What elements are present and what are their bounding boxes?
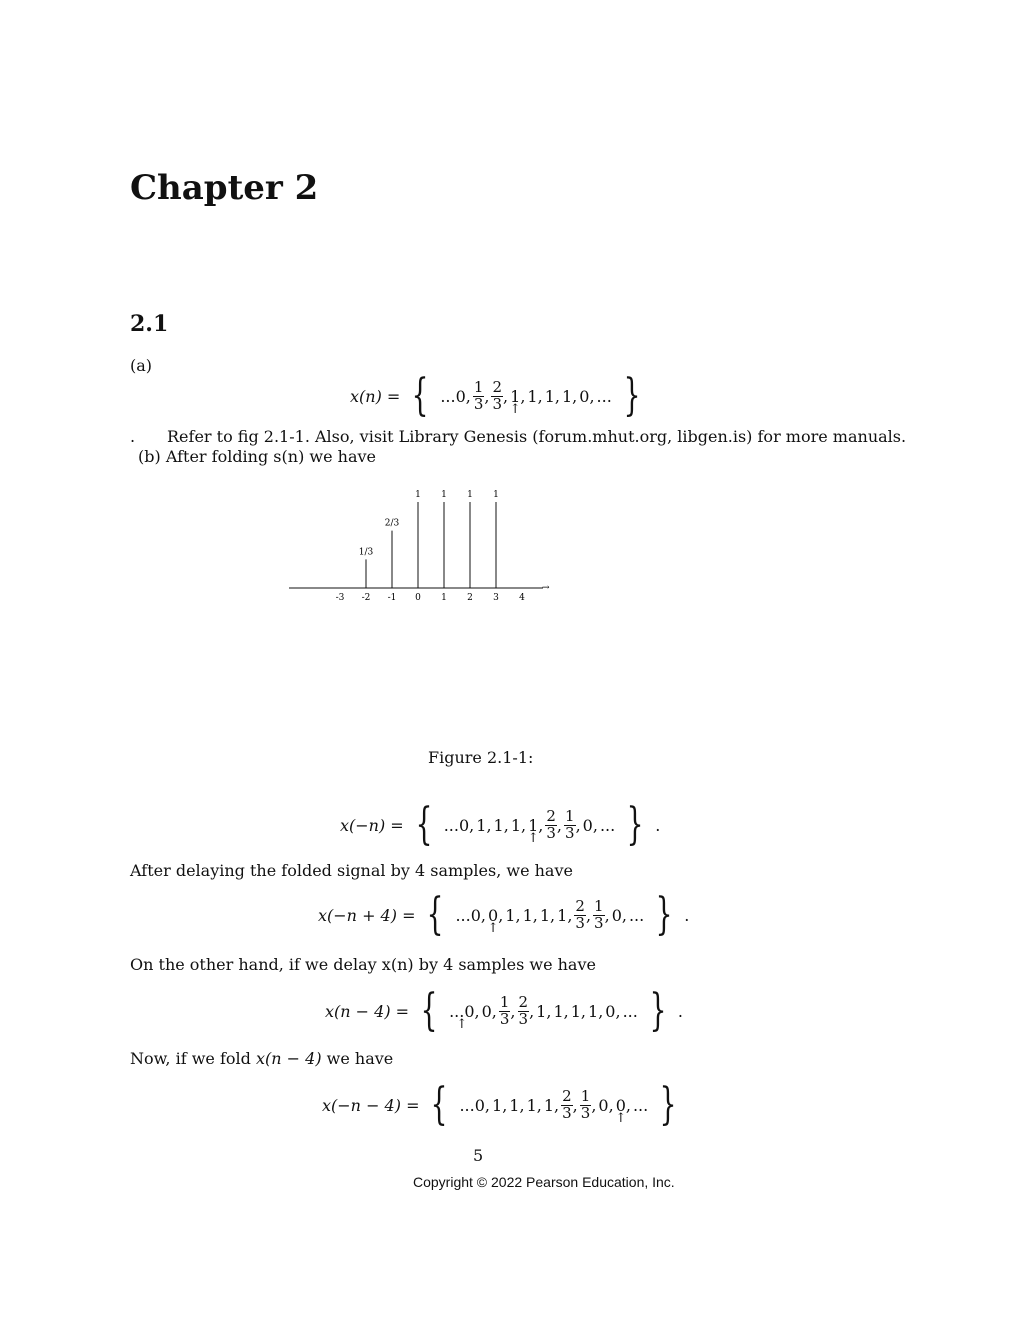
comma: , xyxy=(532,905,538,925)
sequence-value xyxy=(473,377,485,413)
value-text: 0 xyxy=(615,1095,626,1115)
comma: , xyxy=(589,386,595,406)
value-text: 1 xyxy=(553,1001,564,1021)
sequence-value xyxy=(518,992,530,1028)
sequence-value xyxy=(444,816,469,835)
sequence-value xyxy=(612,906,622,925)
origin-arrow-icon: ↑ xyxy=(615,1110,627,1126)
comma: , xyxy=(498,905,504,925)
equation-x-neg-n-minus-4 xyxy=(322,1079,682,1130)
comma: , xyxy=(615,1001,621,1021)
comma: , xyxy=(491,1001,497,1021)
value-text: ...0 xyxy=(459,1095,485,1115)
sequence-value xyxy=(553,1002,563,1021)
comma: , xyxy=(520,386,526,406)
comma: , xyxy=(598,1001,604,1021)
equation-x-neg-n-plus-4 xyxy=(318,889,690,940)
x-tick-label: 2 xyxy=(467,593,473,603)
right-brace: } xyxy=(649,985,667,1036)
comma: , xyxy=(572,386,578,406)
stem-value-label: 1 xyxy=(415,490,421,500)
sequence-value xyxy=(440,387,465,406)
comma: , xyxy=(474,1001,480,1021)
comma: , xyxy=(484,1095,490,1115)
comma: , xyxy=(567,905,573,925)
equation-lhs: x(−n − 4) = xyxy=(322,1095,420,1115)
sequence-value xyxy=(600,816,615,835)
left-brace: { xyxy=(415,799,433,850)
fraction-numerator: 2 xyxy=(492,377,503,396)
value-text: ... xyxy=(599,815,616,835)
stem-value-label: 1 xyxy=(467,490,473,500)
value-text: ... xyxy=(632,1095,649,1115)
text-fold-math: x(n − 4) xyxy=(255,1049,322,1068)
equation-x-n-minus-4 xyxy=(325,985,683,1036)
value-text: 0 xyxy=(611,905,622,925)
value-text: ...0 xyxy=(440,386,466,406)
value-text: 1 xyxy=(570,1001,581,1021)
comma: , xyxy=(502,1095,508,1115)
comma: , xyxy=(529,1001,535,1021)
value-text: 1 xyxy=(510,386,521,406)
value-text: ...0 xyxy=(443,815,470,835)
part-a-label: (a) xyxy=(130,356,153,375)
comma: , xyxy=(592,815,598,835)
fraction-denominator: 3 xyxy=(499,1009,510,1028)
value-text: 0 xyxy=(598,1095,609,1115)
x-tick-label: 3 xyxy=(493,593,499,603)
sequence-value xyxy=(527,387,537,406)
text-fold xyxy=(130,1049,393,1068)
value-text: 1 xyxy=(492,1095,503,1115)
value-text: 1 xyxy=(539,905,551,925)
sequence-value xyxy=(499,992,511,1028)
value-text: ... xyxy=(596,386,612,406)
text-delay-x: On the other hand, if we delay x(n) by 4 samples we have xyxy=(130,955,596,974)
sequence-value xyxy=(482,1002,492,1021)
sequence-value xyxy=(564,806,576,842)
page-number: 5 xyxy=(473,1146,484,1165)
value-text: ...0 xyxy=(455,905,481,925)
fraction-denominator: 3 xyxy=(562,1103,572,1122)
comma: , xyxy=(537,386,543,406)
value-text: 1 xyxy=(493,815,504,835)
sequence-value xyxy=(511,816,521,835)
sequence-value xyxy=(455,906,480,925)
sequence-value xyxy=(540,906,550,925)
sequence-value xyxy=(580,1086,592,1122)
value-text: 0 xyxy=(579,386,590,406)
sequence-value xyxy=(492,1096,502,1115)
stem-value-label: 2/3 xyxy=(384,518,400,529)
fraction-denominator: 3 xyxy=(580,1103,591,1122)
fraction xyxy=(499,992,511,1028)
part-b-text: (b) After folding s(n) we have xyxy=(138,447,376,466)
sequence-value xyxy=(487,905,499,936)
fraction-numerator: 1 xyxy=(594,896,604,915)
comma: , xyxy=(585,905,592,925)
fraction xyxy=(593,896,605,932)
comma: , xyxy=(465,386,471,406)
sequence-value xyxy=(588,1002,598,1021)
sequence-value xyxy=(527,1096,537,1115)
sequence-value xyxy=(476,816,486,835)
sequence-value xyxy=(571,1002,581,1021)
value-text: 1 xyxy=(561,386,573,406)
comma: , xyxy=(556,815,563,835)
sequence-value xyxy=(562,387,572,406)
comma: , xyxy=(572,1095,578,1115)
comma: , xyxy=(486,815,492,835)
right-brace: } xyxy=(655,889,673,940)
sequence-value xyxy=(593,896,605,932)
right-brace: } xyxy=(623,370,641,421)
fraction-numerator: 2 xyxy=(575,896,585,915)
origin-arrow-icon: ↑ xyxy=(456,1016,468,1032)
section-title: 2.1 xyxy=(130,311,169,337)
fraction-numerator: 2 xyxy=(546,806,556,825)
left-brace: { xyxy=(420,985,438,1036)
fraction-denominator: 3 xyxy=(594,913,604,932)
fraction-numerator: 1 xyxy=(473,377,484,396)
fraction-denominator: 3 xyxy=(546,823,556,842)
x-axis-arrow: → xyxy=(542,583,550,593)
sequence-values xyxy=(449,992,638,1032)
value-text: 1 xyxy=(543,1095,555,1115)
refer-text: Refer to fig 2.1-1. Also, visit Library Genesis (forum.mhut.org, libgen.is) for more manuals. xyxy=(167,427,907,446)
sequence-value xyxy=(545,806,557,842)
comma: , xyxy=(546,1001,552,1021)
value-text: 1 xyxy=(505,905,516,925)
x-tick-label: -1 xyxy=(387,593,397,603)
fraction xyxy=(518,992,530,1028)
comma: , xyxy=(621,905,627,925)
value-text: 1 xyxy=(557,905,568,925)
comma: , xyxy=(580,1001,586,1021)
comma: , xyxy=(625,1095,631,1115)
fraction xyxy=(564,806,576,842)
comma: , xyxy=(521,815,527,835)
fraction-denominator: 3 xyxy=(492,394,503,413)
fraction-numerator: 2 xyxy=(562,1086,572,1105)
left-brace: { xyxy=(431,1079,448,1130)
fraction xyxy=(580,1086,592,1122)
comma: , xyxy=(554,386,560,406)
origin-arrow-icon: ↑ xyxy=(487,920,499,936)
left-brace: { xyxy=(427,889,444,940)
sequence-value xyxy=(623,1002,638,1021)
equation-lhs: x(−n + 4) = xyxy=(318,905,416,925)
value-text: 1 xyxy=(536,1001,547,1021)
sequence-value xyxy=(545,387,555,406)
text-fold-prefix: Now, if we fold xyxy=(130,1049,256,1068)
chapter-title: Chapter 2 xyxy=(130,168,319,208)
comma: , xyxy=(469,815,475,835)
fraction xyxy=(561,1086,573,1122)
sequence-values xyxy=(455,896,645,936)
sequence-value xyxy=(561,1086,573,1122)
equation-trailing-period: . xyxy=(677,1001,683,1021)
sequence-value xyxy=(509,386,521,417)
comma: , xyxy=(575,815,581,835)
fraction-numerator: 1 xyxy=(565,806,575,825)
sequence-value xyxy=(491,377,503,413)
value-text: ... xyxy=(622,1001,638,1021)
value-text: 1 xyxy=(526,1095,537,1115)
right-brace: } xyxy=(659,1079,677,1130)
equation-lhs: x(n) = xyxy=(350,386,401,406)
value-text: 1 xyxy=(528,815,539,835)
sequence-value xyxy=(615,1095,627,1126)
x-tick-label: 0 xyxy=(415,593,421,603)
stem-value-label: 1 xyxy=(441,490,447,500)
fraction-numerator: 1 xyxy=(580,1086,591,1105)
comma: , xyxy=(515,905,521,925)
sequence-value xyxy=(459,1096,484,1115)
sequence-value xyxy=(557,906,567,925)
x-tick-label: 1 xyxy=(441,593,447,603)
equation-lhs: x(n − 4) = xyxy=(325,1001,410,1021)
value-text: 1 xyxy=(588,1001,599,1021)
equation-lhs: x(−n) = xyxy=(340,815,404,835)
x-tick-label: 4 xyxy=(519,593,525,603)
right-brace: } xyxy=(626,799,644,850)
left-brace: { xyxy=(411,370,429,421)
value-text: 1 xyxy=(476,815,487,835)
value-text: 1 xyxy=(544,386,555,406)
fraction-denominator: 3 xyxy=(518,1009,529,1028)
value-text: 1 xyxy=(527,386,538,406)
value-text: 0 xyxy=(481,1001,492,1021)
comma: , xyxy=(480,905,486,925)
fraction-denominator: 3 xyxy=(473,394,484,413)
comma: , xyxy=(503,386,509,406)
sequence-values xyxy=(440,377,612,417)
fraction xyxy=(473,377,485,413)
value-text: ...0 xyxy=(449,1001,475,1021)
value-text: 1 xyxy=(509,1095,520,1115)
value-text: ... xyxy=(628,905,645,925)
fraction-numerator: 1 xyxy=(499,992,510,1011)
stem-plot xyxy=(280,490,570,620)
sequence-value xyxy=(598,1096,608,1115)
equation-x-n xyxy=(350,370,646,421)
fraction xyxy=(491,377,503,413)
sequence-value xyxy=(449,1001,475,1032)
stem-value-label: 1 xyxy=(493,490,499,500)
sequence-value xyxy=(505,906,515,925)
copyright-footer: Copyright © 2022 Pearson Education, Inc. xyxy=(413,1174,675,1190)
refer-dot: . xyxy=(130,427,136,446)
value-text: 0 xyxy=(488,905,499,925)
comma: , xyxy=(604,905,610,925)
comma: , xyxy=(538,815,544,835)
sequence-value xyxy=(633,1096,648,1115)
sequence-value xyxy=(574,896,586,932)
comma: , xyxy=(503,815,509,835)
text-fold-suffix: we have xyxy=(321,1049,394,1068)
comma: , xyxy=(536,1095,542,1115)
sequence-value xyxy=(523,906,533,925)
value-text: 1 xyxy=(510,815,521,835)
fraction xyxy=(574,896,586,932)
sequence-value xyxy=(597,387,612,406)
comma: , xyxy=(510,1001,516,1021)
comma: , xyxy=(608,1095,614,1115)
text-delay-folded: After delaying the folded signal by 4 samples, we have xyxy=(130,861,573,880)
sequence-value xyxy=(509,1096,519,1115)
sequence-values xyxy=(443,806,616,846)
comma: , xyxy=(563,1001,569,1021)
x-tick-label: -3 xyxy=(335,593,345,603)
x-tick-label: -2 xyxy=(361,593,371,603)
figure-caption: Figure 2.1-1: xyxy=(428,748,534,767)
fraction xyxy=(545,806,557,842)
value-text: 0 xyxy=(605,1001,616,1021)
value-text: 1 xyxy=(522,905,533,925)
comma: , xyxy=(484,386,490,406)
value-text: 0 xyxy=(582,815,593,835)
sequence-value xyxy=(494,816,504,835)
sequence-values xyxy=(459,1086,649,1126)
equation-trailing-period: . xyxy=(684,905,690,925)
comma: , xyxy=(550,905,556,925)
comma: , xyxy=(519,1095,525,1115)
comma: , xyxy=(591,1095,597,1115)
origin-arrow-icon: ↑ xyxy=(509,401,521,417)
sequence-value xyxy=(544,1096,554,1115)
sequence-value xyxy=(605,1002,615,1021)
sequence-value xyxy=(629,906,644,925)
fraction-denominator: 3 xyxy=(565,823,575,842)
sequence-value xyxy=(527,815,539,846)
sequence-value xyxy=(579,387,589,406)
stem-value-label: 1/3 xyxy=(358,547,374,558)
fraction-denominator: 3 xyxy=(575,913,585,932)
sequence-value xyxy=(583,816,593,835)
fraction-numerator: 2 xyxy=(518,992,529,1011)
equation-trailing-period: . xyxy=(655,815,661,835)
comma: , xyxy=(554,1095,560,1115)
equation-x-neg-n xyxy=(340,799,661,850)
origin-arrow-icon: ↑ xyxy=(527,830,539,846)
sequence-value xyxy=(536,1002,546,1021)
